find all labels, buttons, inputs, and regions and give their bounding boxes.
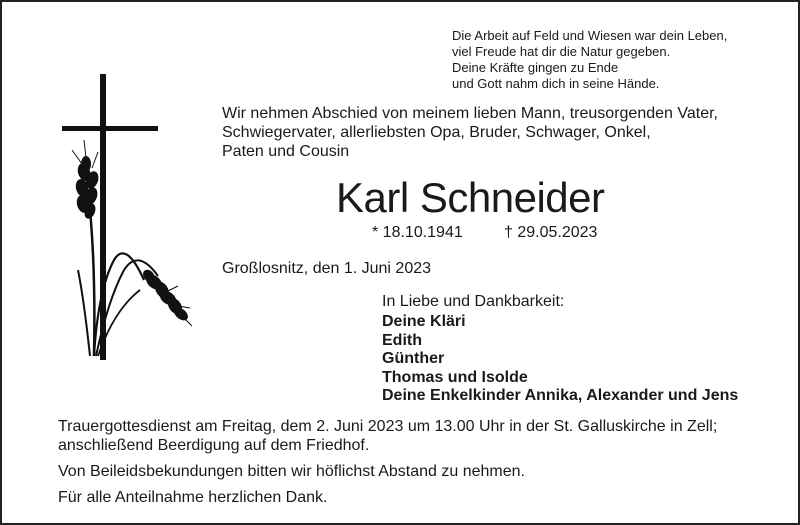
deceased-name: Karl Schneider: [336, 174, 605, 221]
gratitude-line: In Liebe und Dankbarkeit:: [382, 293, 565, 310]
mourner: Thomas und Isolde: [382, 368, 528, 386]
intro-line: Paten und Cousin: [222, 143, 350, 160]
poem-line: Die Arbeit auf Feld und Wiesen war dein Leben,: [452, 28, 728, 43]
death-date: † 29.05.2023: [504, 224, 598, 241]
closing-line: Für alle Anteilnahme herzlichen Dank.: [58, 489, 328, 506]
place-and-date: Großlosnitz, den 1. Juni 2023: [222, 260, 432, 277]
memorial-poem: [452, 28, 727, 92]
mourner: Edith: [382, 331, 422, 349]
mourner: Deine Enkelkinder Annika, Alexander und Jens: [382, 387, 739, 404]
closing-line: Von Beileidsbekundungen bitten wir höflichst Abstand zu nehmen.: [58, 463, 525, 480]
poem-line: Deine Kräfte gingen zu Ende: [452, 60, 619, 75]
service-details: [58, 417, 717, 507]
mourner: Deine Kläri: [382, 313, 466, 330]
intro-line: Wir nehmen Abschied von meinem lieben Mann, treusorgenden Vater,: [222, 105, 718, 122]
birth-date: * 18.10.1941: [372, 224, 463, 241]
closing-line: anschließend Beerdigung auf dem Friedhof.: [58, 437, 370, 454]
farewell-intro: [222, 104, 718, 161]
closing-line: Trauergottesdienst am Freitag, dem 2. Juni 2023 um 13.00 Uhr in der St. Galluskirche in Zell;: [58, 418, 718, 435]
mourners-list: [382, 313, 738, 406]
cross-with-wheat-icon: [54, 70, 194, 365]
poem-line: viel Freude hat dir die Natur gegeben.: [452, 44, 671, 59]
intro-line: Schwiegervater, allerliebsten Opa, Bruder, Schwager, Onkel,: [222, 124, 651, 141]
poem-line: und Gott nahm dich in seine Hände.: [452, 76, 660, 91]
mourner: Günther: [382, 350, 445, 367]
